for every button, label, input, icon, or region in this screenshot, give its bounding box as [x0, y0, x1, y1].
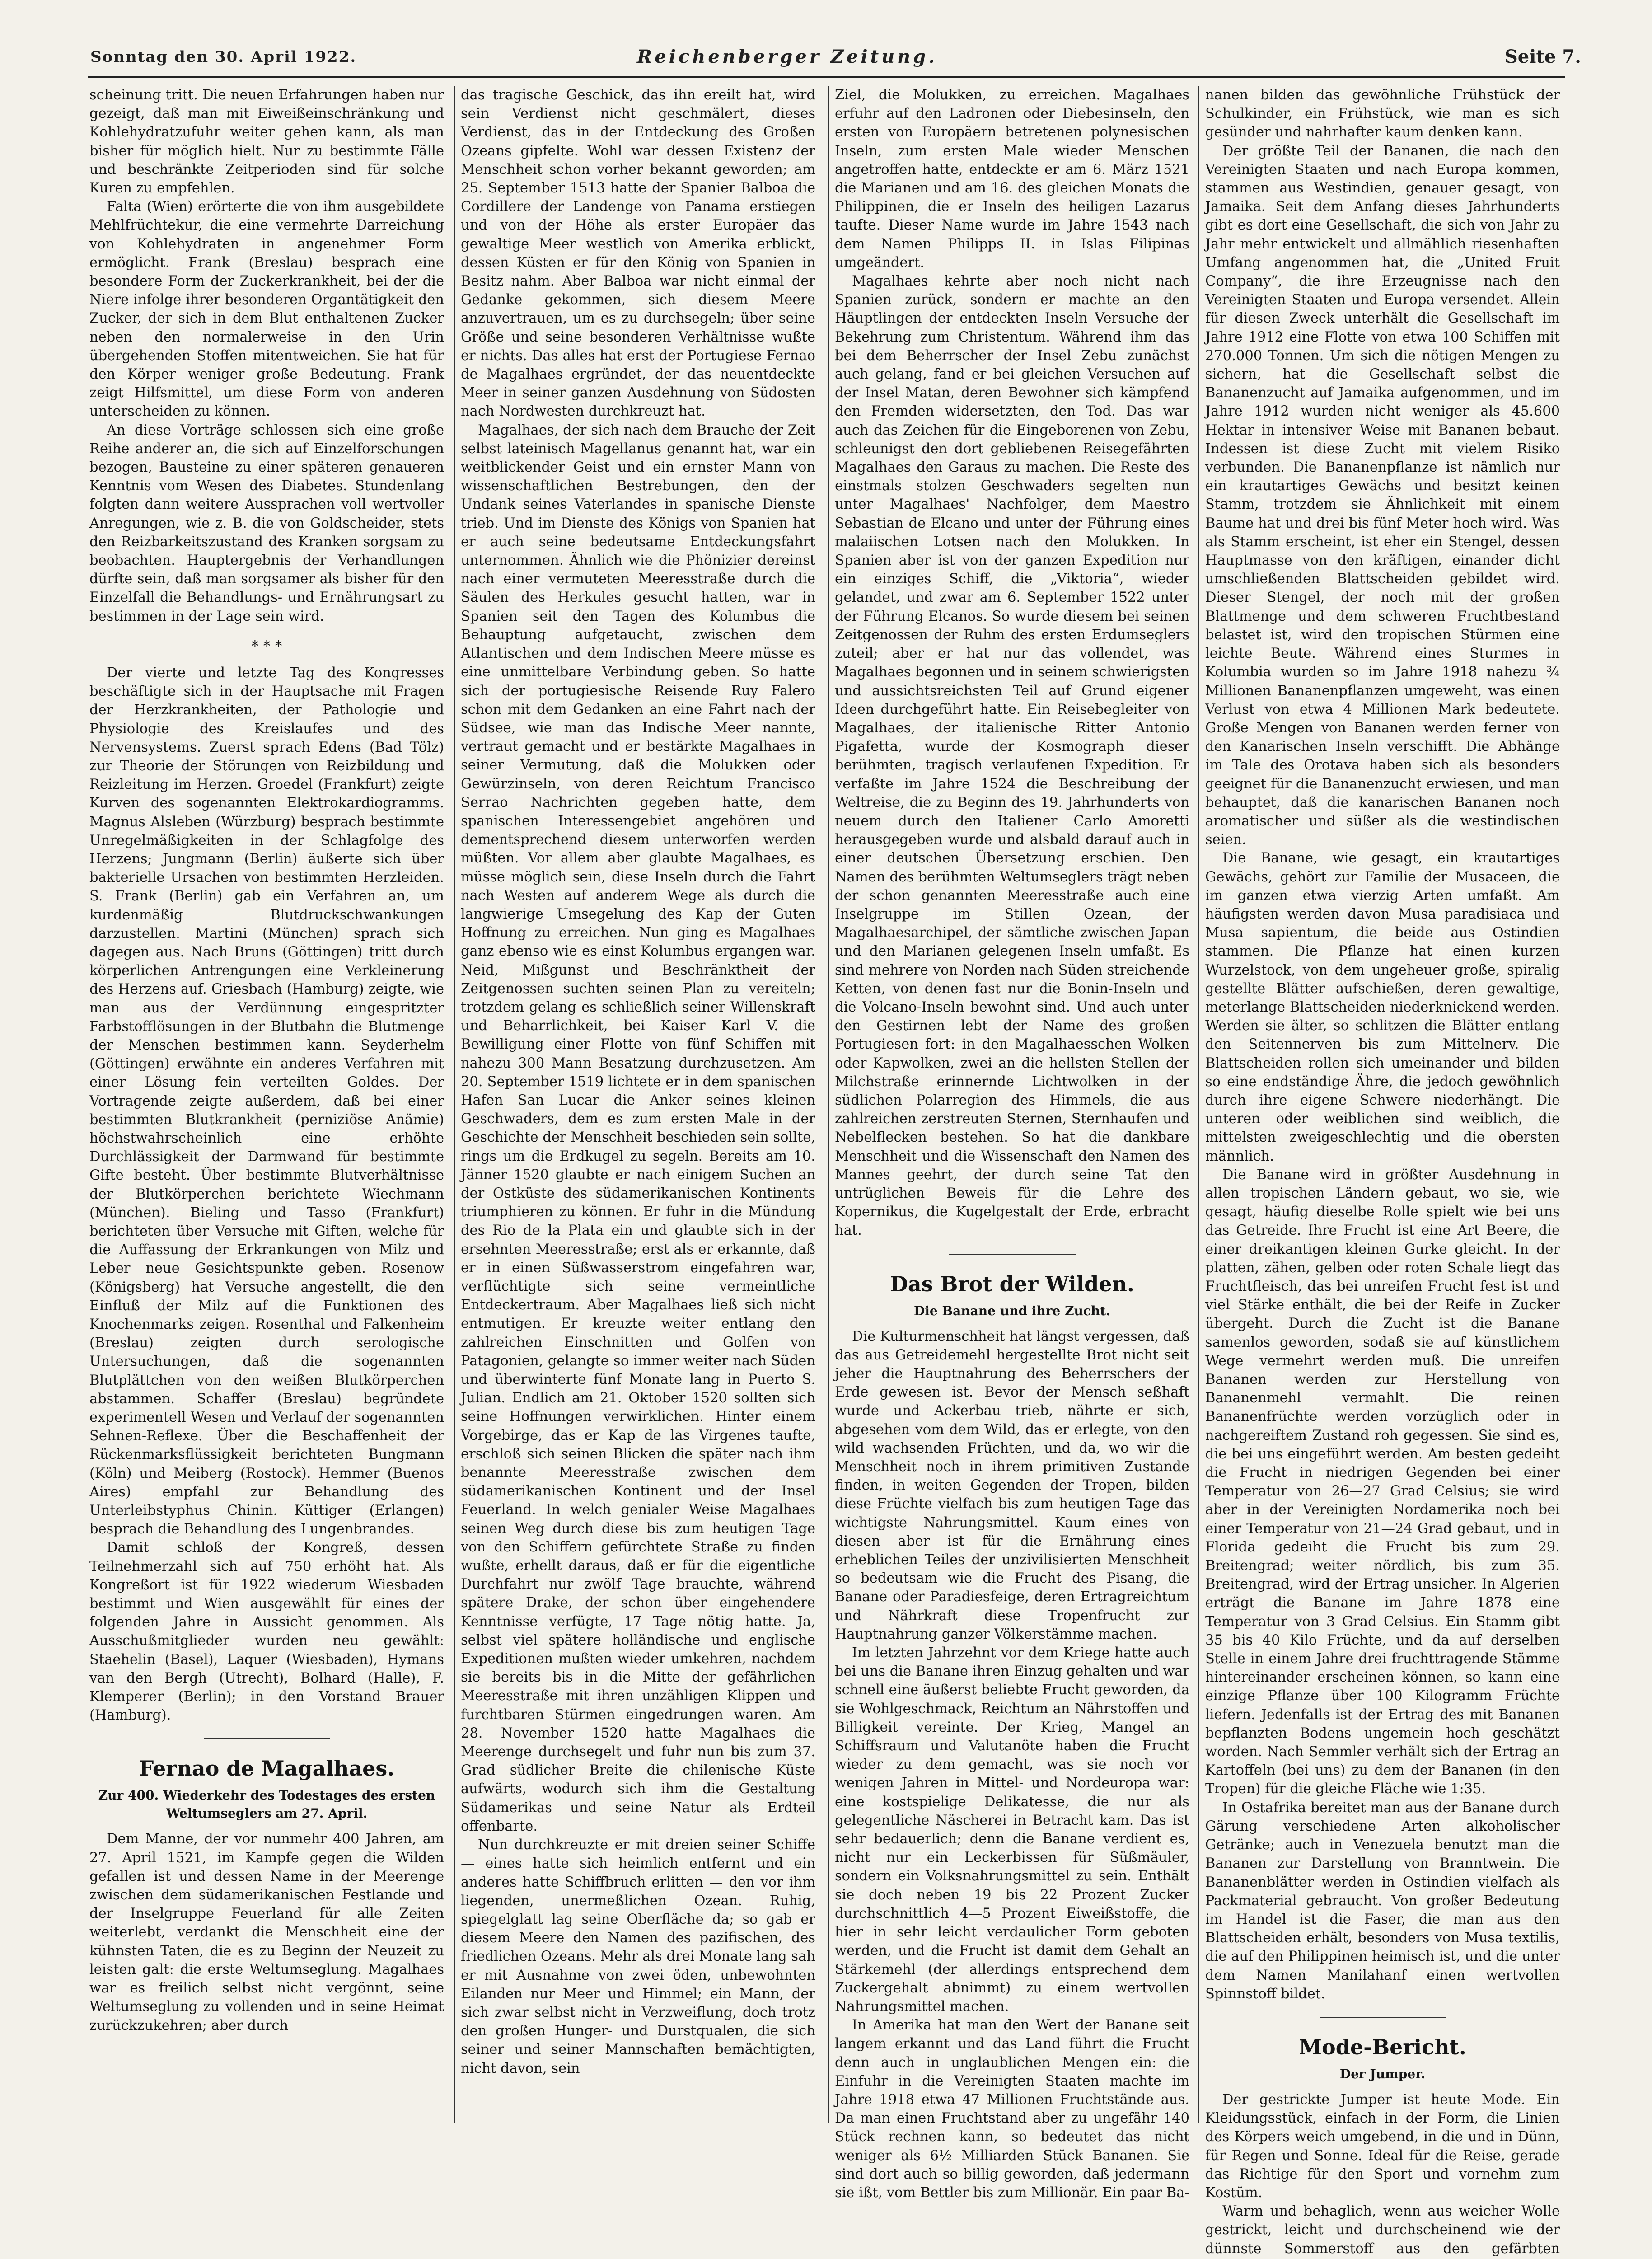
- article-paragraph: Der vierte und letzte Tag des Kongresses beschäftigte sich in der Hauptsache mit Fragen der Herzkrankheiten, der Pathologie und Physiologie des Kreislaufes und des Nervensystems. Zuerst sprach Edens (Bad Tölz) zur Theorie der Störungen von Reizbildung und Reizleitung im Herzen. Groedel (Frankfurt) zeigte Kurven des sogenannten Elektrokardiogramms. Magnus Alsleben (Würzburg) besprach bestimmte Unregelmäßigkeiten in der Schlagfolge des Herzens; Jungmann (Berlin) äußerte sich über bakterielle Ursachen von bestimmten Herzleiden. S. Frank (Berlin) gab ein Verfahren an, um kurdenmäßig Blutdruckschwankungen darzustellen. Martini (München) sprach sich dagegen aus. Nach Bruns (Göttingen) tritt durch körperlichen Antrengungen eine Verkleinerung des Herzens auf. Griesbach (Hamburg) zeigte, wie man aus der Verdünnung eingespritzter Farbstofflösungen in der Blutbahn die Blutmenge der Menschen bestimmen kann. Seyderhelm (Göttingen) erwähnte ein anderes Verfahren mit einer Lösung fein verteilten Goldes. Der Vortragende zeigte außerdem, daß bei einer bestimmten Blutkrankheit (perniziöse Anämie) höchstwahrscheinlich eine erhöhte Durchlässigkeit der Darmwand für bestimmte Gifte besteht. Über bestimmte Blutverhältnisse der Blutkörperchen berichtete Wiechmann (München). Bieling und Tasso (Frankfurt) berichteten über Versuche mit Giften, welche für die Auffassung der Erkrankungen von Milz und Leber neue Gesichtspunkte geben. Rosenow (Königsberg) hat Versuche angestellt, die den Einfluß der Milz auf die Funktionen des Knochenmarks zeigen. Rosenthal und Falkenheim (Breslau) zeigten durch serologische Untersuchungen, daß die sogenannten Blutplättchen von den weißen Blutkörperchen abstammen. Schaffer (Breslau) begründete experimentell Wesen und Verlauf der sogenannten Sehnen-Reflexe. Über die Beschaffenheit der Rückenmarksflüssigkeit berichteten Bungmann (Köln) und Meiberg (Rostock). Hemmer (Buenos Aires) empfahl zur Behandlung des Unterleibstyphus Chinin. Küttiger (Erlangen) besprach die Behandlung des Lungenbrandes.: [89, 665, 444, 1537]
- article-paragraph: An diese Vorträge schlossen sich eine große Reihe anderer an, die sich auf Einzelforschungen bezogen, Bausteine zu einer späteren genaueren Kenntnis vom Wesen des Diabetes. Stundenlang folgten dann weitere Aussprachen voll wertvoller Anregungen, wie z. B. die von Goldscheider, stets den Reizbarkeitszustand des Kranken sorgsam zu beobachten. Hauptergebnis der Verhandlungen dürfte sein, daß man sorgsamer als bisher für den Einzelfall die Behandlungs- und Ernährungsart zu bestimmen in der Lage sein wird.: [89, 422, 444, 624]
- article-heading: Das Brot der Wilden.: [889, 1271, 1135, 1296]
- article-subheading: Der Jumper.: [1339, 2066, 1426, 2081]
- article-divider: [949, 1254, 1076, 1255]
- column-divider: [828, 86, 829, 2123]
- article-paragraph: Dem Manne, der vor nunmehr 400 Jahren, am 27. April 1521, im Kampfe gegen die Wilden gefallen ist und dessen Name in der Meerenge zwischen dem südamerikanischen Festlande und der Inselgruppe Feuerland für alle Zeiten weiterlebt, verdankt die Menschheit eine der kühnsten Taten, die es zu Beginn der Neuzeit zu leisten galt: die erste Weltumseglung. Magalhaes war es freilich selbst nicht vergönnt, seine Weltumseglung zu vollenden und in seine Heimat zurückzukehren; aber durch: [89, 1831, 444, 2034]
- article-paragraph: das tragische Geschick, das ihn ereilt hat, wird sein Verdienst nicht geschmälert, dieses Verdienst, das in der Entdeckung des Großen Ozeans gipfelte. Wohl war dessen Existenz der Menschheit schon vorher bekannt geworden; am 25. September 1513 hatte der Spanier Balboa die Cordillere der Landenge von Panama erstiegen und von der Höhe als erster Europäer das gewaltige Meer westlich von Amerika erblickt, dessen Küsten er für den König von Spanien in Besitz nahm. Aber Balboa war nicht einmal der Gedanke gekommen, sich diesem Meere anzuvertrauen, um es zu durchsegeln; über seine Größe und seine besonderen Verhältnisse wußte er nichts. Das alles hat erst der Portugiese Fernao de Magalhaes ergründet, der das neuentdeckte Meer in seiner ganzen Ausdehnung von Südosten nach Nordwesten durchkreuzt hat.: [461, 87, 815, 420]
- article-paragraph: Falta (Wien) erörterte die von ihm ausgebildete Mehlfrüchtekur, die eine vermehrte Darreichung von Kohlehydraten in angenehmer Form ermöglicht. Frank (Breslau) besprach eine besondere Form der Zuckerkrankheit, bei der die Niere infolge ihrer besonderen Organtätigkeit den Zucker, der sich in dem Blut enthaltenen Zucker neben den normalerweise in den Urin übergehenden Stoffen mitentweichen. Sie hat für den Körper weniger große Bedeutung. Frank zeigt Hilfsmittel, um diese Form von anderen unterscheiden zu können.: [89, 199, 444, 420]
- article-subheading: Die Banane und ihre Zucht.: [914, 1303, 1110, 1318]
- article-divider: [204, 1738, 330, 1739]
- article-paragraph: Die Banane, wie gesagt, ein krautartiges Gewächs, gehört zur Familie der Musaceen, die im ganzen etwa vierzig Arten umfaßt. Am häufigsten werden davon Musa paradisiaca und Musa sapientum, die beide aus Ostindien stammen. Die Pflanze hat einen kurzen Wurzelstock, von dem ungeheuer große, spiralig gestellte Blätter aufschießen, deren gewaltige, meterlange Blattscheiden niederknickend werden. Werden sie älter, so schlitzen die Blätter entlang den Seitennerven bis zum Mittelnerv. Die Blattscheiden rollen sich umeinander und bilden so eine endständige Ähre, die jedoch gewöhnlich durch ihre eigene Schwere niederhängt. Die unteren oder weiblichen sind weiblich, die mittelsten zweigeschlechtig und die obersten männlich.: [1205, 850, 1560, 1164]
- article-paragraph: Magalhaes kehrte aber noch nicht nach Spanien zurück, sondern er machte an den Häuptlingen der entdeckten Inseln Versuche der Bekehrung zum Christentum. Während ihm das bei dem Beherrscher der Insel Zebu zunächst auch gelang, fand er bei gleichen Versuchen auf der Insel Matan, deren Bewohner sich kämpfend den Fremden widersetzten, den Tod. Das war auch das Zeichen für die Eingeborenen von Zebu, schleunigst den dort gebliebenen Reisegefährten Magalhaes den Garaus zu machen. Die Reste des einstmals stolzen Geschwaders segelten nun unter Magalhaes' Nachfolger, dem Maestro Sebastian de Elcano und unter der Führung eines malaiischen Lotsen nach den Molukken. In Spanien aber ist von der ganzen Expedition nur ein einziges Schiff, die „Viktoria“, wieder gelandet, und zwar am 6. September 1522 unter der Führung Elcanos. So wurde diesem bei seinen Zeitgenossen der Ruhm des ersten Erdumseglers zuteil; aber er hat nur das vollendet, was Magalhaes begonnen und in seinem schwierigsten und aussichtsreichsten Teil auf Grund eigener Ideen durchgeführt hatte. Ein Reisebegleiter von Magalhaes, der italienische Ritter Antonio Pigafetta, wurde der Kosmograph dieser berühmten, tragisch verlaufenen Expedition. Er verfaßte im Jahre 1524 die Beschreibung der Weltreise, die zu Beginn des 19. Jahrhunderts von neuem durch den Italiener Carlo Amoretti herausgegeben wurde und alsbald darauf auch in einer deutschen Übersetzung erschien. Den Namen des berühmten Weltumseglers trägt neben der schon genannten Meeresstraße auch eine Inselgruppe im Stillen Ozean, der Magalhaesarchipel, der sämtliche zwischen Japan und den Marianen gelegenen Inseln umfaßt. Es sind mehrere von Norden nach Süden streichende Ketten, von denen fast nur die Bonin-Inseln und die Volcano-Inseln bewohnt sind. Und auch unter den Gestirnen lebt der Name des großen Portugiesen fort: in den Magalhaesschen Wolken oder Kapwolken, zwei an die hellsten Stellen der Milchstraße erinnernde Lichtwolken in der südlichen Polarregion des Himmels, die aus zahlreichen zerstreuten Sternen, Sternhaufen und Nebelflecken bestehen. So hat die dankbare Menschheit und die Wissenschaft den Namen des Mannes geehrt, der durch seine Tat den untrüglichen Beweis für die Lehre des Kopernikus, die Kugelgestalt der Erde, erbracht hat.: [835, 273, 1189, 1239]
- article-paragraph: Der gestrickte Jumper ist heute Mode. Ein Kleidungsstück, einfach in der Form, die Linien des Körpers weich umgebend, in die und in Dünn, für Regen und Sonne. Ideal für die Reise, gerade das Richtige für den Sport und vornehm zum Kostüm.: [1205, 2091, 1560, 2201]
- article-paragraph: Magalhaes, der sich nach dem Brauche der Zeit selbst lateinisch Magellanus genannt hat, war ein weitblickender Geist und ein ernster Mann von wissenschaftlichen Bestrebungen, den der Undank seines Vaterlandes in spanische Dienste trieb. Und im Dienste des Königs von Spanien hat er auch seine bedeutsame Entdeckungsfahrt unternommen. Ähnlich wie die Phönizier dereinst nach einer vermuteten Meeresstraße durch die Säulen des Herkules gesucht hatten, war in Spanien seit den Tagen des Kolumbus die Behauptung aufgetaucht, zwischen dem Atlantischen und dem Indischen Meere müsse es eine unmittelbare Verbindung geben. So hatte sich der portugiesische Reisende Ruy Falero schon mit dem Gedanken an eine Fahrt nach der Südsee, wie man das Indische Meer nannte, vertraut gemacht und er bestärkte Magalhaes in seiner Vermutung, daß die Molukken oder Gewürzinseln, von deren Reichtum Francisco Serrao Nachrichten gegeben hatte, dem spanischen Interessengebiet angehören und dementsprechend diesem unterworfen werden müßten. Vor allem aber glaubte Magalhaes, es müsse möglich sein, diese Inseln durch die Fahrt nach Westen auf anderem Wege als durch die langwierige Umsegelung des Kap der Guten Hoffnung zu erreichen. Nun ging es Magalhaes ganz ebenso wie es einst Kolumbus ergangen war. Neid, Mißgunst und Beschränktheit der Zeitgenossen suchten seinen Plan zu vereiteln; trotzdem gelang es schließlich seiner Willenskraft und Beharrlichkeit, bei Kaiser Karl V. die Bewilligung einer Flotte von fünf Schiffen mit nahezu 300 Mann Besatzung durchzusetzen. Am 20. September 1519 lichtete er in dem spanischen Hafen San Lucar die Anker seines kleinen Geschwaders, dem es zum ersten Male in der Geschichte der Menschheit beschieden sein sollte, rings um die Erdkugel zu segeln. Bereits am 10. Jänner 1520 glaubte er nach einigem Suchen an der Ostküste des südamerikanischen Kontinents triumphieren zu können. Er fuhr in die Mündung des Rio de la Plata ein und glaubte sich in der ersehnten Meeresstraße; erst als er erkannte, daß er in einen Süßwasserstrom eingefahren war, verflüchtigte sich seine vermeintliche Entdeckertraum. Aber Magalhaes ließ sich nicht entmutigen. Er kreuzte weiter entlang den zahlreichen Einschnitten und Golfen von Patagonien, gelangte so immer weiter nach Süden und überwinterte fünf Monate lang in Puerto S. Julian. Endlich am 21. Oktober 1520 sollten sich seine Hoffnungen verwirklichen. Hinter einem Vorgebirge, das er Kap de las Virgenes taufte, erschloß sich seinen Blicken die später nach ihm benannte Meeresstraße zwischen dem südamerikanischen Kontinent und der Insel Feuerland. In welch genialer Weise Magalhaes seinen Weg durch diese bis zum heutigen Tage von den Schiffern gefürchtete Straße zu finden wußte, erhellt daraus, daß er für die eigentliche Durchfahrt nur zwölf Tage brauchte, während spätere Drake, der schon über eingehendere Kenntnisse verfügte, 17 Tage nötig hatte. Ja, selbst viel spätere holländische und englische Expeditionen mußten wieder umkehren, nachdem sie bereits bis in die Mitte der gefährlichen Meeresstraße mit ihren unzähligen Klippen und furchtbaren Stürmen eingedrungen waren. Am 28. November 1520 hatte Magalhaes die Meerenge durchsegelt und fuhr nun bis zum 37. Grad südlicher Breite die chilenische Küste aufwärts, wodurch sich ihm die Gestaltung Südamerikas und seine Natur als Erdteil offenbarte.: [461, 422, 815, 1834]
- column-1: [89, 86, 444, 2128]
- header-masthead: Reichenberger Zeitung.: [637, 46, 938, 67]
- article-paragraph: Warm und behaglich, wenn aus weicher Wolle gestrickt, leicht und durchscheinend wie der dünnste Sommerstoff aus den gefärbten: [1205, 2203, 1560, 2257]
- column-divider: [454, 86, 455, 2123]
- header-page-number: Seite 7.: [1504, 46, 1581, 67]
- article-paragraph: In Ostafrika bereitet man aus der Banane durch Gärung verschiedene Arten alkoholischer Getränke; auch in Venezuela benutzt man die Bananen zur Darstellung von Branntwein. Die Bananenblätter werden in Ostindien vielfach als Packmaterial gebraucht. Von großer Bedeutung im Handel ist die Faser, die man aus den Blattscheiden erhält, besonders von Musa textilis, die auf den Philippinen heimisch ist, und die unter dem Namen Manilahanf einen wertvollen Spinnstoff bildet.: [1205, 1800, 1560, 2002]
- article-paragraph: In Amerika hat man den Wert der Banane seit langem erkannt und das Land führt die Frucht denn auch in unglaublichen Mengen ein: die Einfuhr in die Vereinigten Staaten machte im Jahre 1918 etwa 47 Millionen Fruchtstände aus. Da man einen Fruchtstand aber zu ungefähr 140 Stück rechnen kann, so bedeutet das nicht weniger als 6½ Milliarden Stück Bananen. Sie sind dort auch so billig geworden, daß jedermann sie ißt, vom Bettler bis zum Millionär. Ein paar Ba-: [835, 2017, 1189, 2201]
- header-rule: [88, 76, 1565, 78]
- article-paragraph: nanen bilden das gewöhnliche Frühstück der Schulkinder, ein Frühstück, wie man es sich gesünder und nahrhafter kaum denken kann.: [1205, 87, 1560, 141]
- column-4: [1205, 86, 1560, 2257]
- article-paragraph: Die Banane wird in größter Ausdehnung in allen tropischen Ländern gebaut, wo sie, wie gesagt, häufig dieselbe Rolle spielt wie bei uns das Getreide. Ihre Frucht ist eine Art Beere, die einer dreikantigen kleinen Gurke gleicht. In der platten, zähen, gelben oder roten Schale liegt das Fruchtfleisch, das bei unreifen Frucht fest ist und viel Stärke enthält, die bei der Reife in Zucker übergeht. Durch die Zucht ist die Banane samenlos geworden, sodaß sie auf künstlichem Wege vermehrt werden muß. Die unreifen Bananen werden zur Herstellung von Bananenmehl vermahlt. Die reinen Bananenfrüchte werden vorzüglich oder in nachgereiftem Zustand roh gegessen. Sie sind es, die bei uns eingeführt werden. Am besten gedeiht die Frucht in niedrigen Gegenden bei einer Temperatur von 26—27 Grad Celsius; sie wird aber in der Vereinigten Nordamerika noch bei einer Temperatur von 21—24 Grad gebaut, und in Florida gedeiht die Frucht bis zum 29. Breitengrad; weiter nördlich, bis zum 35. Breitengrad, wird der Ertrag unsicher. In Algerien erträgt die Banane im Jahre 1878 eine Temperatur von 3 Grad Celsius. Ein Stamm gibt 35 bis 40 Kilo Früchte, und da auf derselben Stelle in einem Jahre drei fruchttragende Stämme hintereinander erscheinen können, so kann eine einzige Pflanze über 100 Kilogramm Früchte liefern. Jedenfalls ist der Ertrag des mit Bananen bepflanzten Bodens ungemein hoch geschätzt worden. Nach Semmler verhält sich der Ertrag an Kartoffeln (bei uns) zu dem der Bananen (in den Tropen) für die gleiche Fläche wie 1:35.: [1205, 1167, 1560, 1797]
- article-paragraph: Der größte Teil der Bananen, die nach den Vereinigten Staaten und nach Europa kommen, stammen aus Westindien, genauer gesagt, von Jamaika. Seit dem Anfang dieses Jahrhunderts gibt es dort eine Gesellschaft, die sich von Jahr zu Jahr mehr entwickelt und allmählich riesenhaften Umfang angenommen hat, die „United Fruit Company“, die ihre Erzeugnisse nach den Vereinigten Staaten und Europa versendet. Allein für diesen Zweck unterhält die Gesellschaft im Jahre 1912 eine Flotte von etwa 100 Schiffen mit 270.000 Tonnen. Um sich die nötigen Mengen zu sichern, hat die Gesellschaft selbst die Bananenzucht auf Jamaika aufgenommen, und im Jahre 1912 wurden nicht weniger als 45.600 Hektar in intensiver Weise mit Bananen bebaut. Indessen ist diese Zucht mit vielem Risiko verbunden. Die Bananenpflanze ist nämlich nur ein krautartiges Gewächs und besitzt keinen Stamm, trotzdem sie Ähnlichkeit mit einem Baume hat und drei bis fünf Meter hoch wird. Was als Stamm erscheint, ist eher ein Stengel, dessen Hauptmasse von den kräftigen, einander dicht umschließenden Blattscheiden gebildet wird. Dieser Stengel, der noch mit der großen Blattmenge und dem schweren Fruchtbestand belastet ist, wird den tropischen Stürmen eine leichte Beute. Während eines Sturmes in Kolumbia wurden so im Jahre 1918 nahezu ¾ Millionen Bananenpflanzen umgeweht, was einen Verlust von etwa 4 Millionen Mark bedeutete. Große Mengen von Bananen werden ferner von den Kanarischen Inseln verschifft. Die Abhänge im Tale des Orotava haben sich als besonders geeignet für die Bananenzucht erwiesen, und man behauptet, daß die kanarischen Bananen noch aromatischer und süßer als die westindischen seien.: [1205, 143, 1560, 848]
- article-divider: [1320, 2017, 1446, 2018]
- header-date: Sonntag den 30. April 1922.: [90, 48, 357, 66]
- section-separator: * * *: [251, 637, 282, 655]
- article-heading: Mode-Bericht.: [1299, 2034, 1466, 2059]
- column-divider: [1198, 86, 1199, 2123]
- article-paragraph: Im letzten Jahrzehnt vor dem Kriege hatte auch bei uns die Banane ihren Einzug gehalten und war schnell eine äußerst beliebte Frucht geworden, da sie Wohlgeschmack, Reichtum an Nährstoffen und Billigkeit vereinte. Der Krieg, Mangel an Schiffsraum und Valutanöte haben die Frucht wieder zu dem gemacht, was sie noch vor wenigen Jahren in Mittel- und Nordeuropa war: eine kostspielige Delikatesse, die nur als gelegentliche Näscherei in Betracht kam. Das ist sehr bedauerlich; denn die Banane verdient es, nicht nur ein Leckerbissen für Süßmäuler, sondern ein Volksnahrungsmittel zu sein. Enthält sie doch neben 19 bis 22 Prozent Zucker durchschnittlich 4—5 Prozent Eiweißstoffe, die hier in sehr leicht verdaulicher Form geboten werden, und die Frucht ist damit dem Gehalt an Stärkemehl (der allerdings entsprechend dem Zuckergehalt abnimmt) zu einem wertvollen Nahrungsmittel machen.: [835, 1645, 1189, 2015]
- article-paragraph: Nun durchkreuzte er mit dreien seiner Schiffe — eines hatte sich heimlich entfernt und ein anderes hatte Schiffbruch erlitten — den vor ihm liegenden, unermeßlichen Ozean. Ruhig, spiegelglatt lag seine Oberfläche da; so gab er diesem Meere den Namen des pazifischen, des friedlichen Ozeans. Mehr als drei Monate lang sah er mit Ausnahme von zwei öden, unbewohnten Eilanden nur Meer und Himmel; ein Mann, der sich zwar selbst nicht in Verzweiflung, doch trotz den großen Hunger- und Durstqualen, die sich seiner und seiner Mannschaften bemächtigten, nicht davon, sein: [461, 1837, 815, 2076]
- article-paragraph: Ziel, die Molukken, zu erreichen. Magalhaes erfuhr auf den Ladronen oder Diebesinseln, den ersten von Europäern betretenen polynesischen Inseln, zum ersten Male wieder Menschen angetroffen hatte, entdeckte er am 6. März 1521 die Marianen und am 16. des gleichen Monats die Philippinen, die er Inseln des heiligen Lazarus taufte. Dieser Name wurde im Jahre 1543 nach dem Namen Philipps II. in Islas Filipinas umgeändert.: [835, 87, 1189, 271]
- article-heading: Fernao de Magalhaes.: [139, 1756, 395, 1781]
- article-paragraph: scheinung tritt. Die neuen Erfahrungen haben nur gezeigt, daß man mit Eiweißeinschränkung und Kohlehydratzufuhr weiter gehen kann, als man bisher für möglich hielt. Nur zu bestimmte Fälle und beschränkte Zeitperioden sind für solche Kuren zu empfehlen.: [89, 87, 444, 197]
- article-subheading: Zur 400. Wiederkehr des Todestages des ersten Weltumseglers am 27. April.: [98, 1788, 435, 1821]
- article-paragraph: Die Kulturmenschheit hat längst vergessen, daß das aus Getreidemehl hergestellte Brot nicht seit jeher die Hauptnahrung des Beherrschers der Erde gewesen ist. Bevor der Mensch seßhaft wurde und Ackerbau trieb, nährte er sich, abgesehen vom dem Wild, das er erlegte, von den wild wachsenden Früchten, und da, wo wir die Menschheit noch in ihrem primitiven Zustande finden, in weiten Gegenden der Tropen, bilden diese Früchte vielfach bis zum heutigen Tage das wichtigste Nahrungsmittel. Kaum eines von diesen aber ist für die Ernährung eines erheblichen Teiles der unzivilisierten Menschheit so bedeutsam wie die Frucht des Pisang, die Banane oder Paradiesfeige, deren Ertragreichtum und Nährkraft diese Tropenfrucht zur Hauptnahrung ganzer Völkerstämme machen.: [835, 1328, 1189, 1642]
- article-paragraph: Damit schloß der Kongreß, dessen Teilnehmerzahl sich auf 750 erhöht hat. Als Kongreßort ist für 1922 wiederum Wiesbaden bestimmt und Wien ausgewählt für eines der folgenden Jahre in Aussicht genommen. Als Ausschußmitglieder wurden neu gewählt: Staehelin (Basel), Laquer (Wiesbaden), Hymans van den Bergh (Utrecht), Bolhard (Halle), F. Klemperer (Berlin); in den Vorstand Brauer (Hamburg).: [89, 1540, 444, 1724]
- page-header: [90, 43, 1581, 70]
- column-2: [461, 86, 815, 2128]
- column-3: [835, 86, 1189, 2201]
